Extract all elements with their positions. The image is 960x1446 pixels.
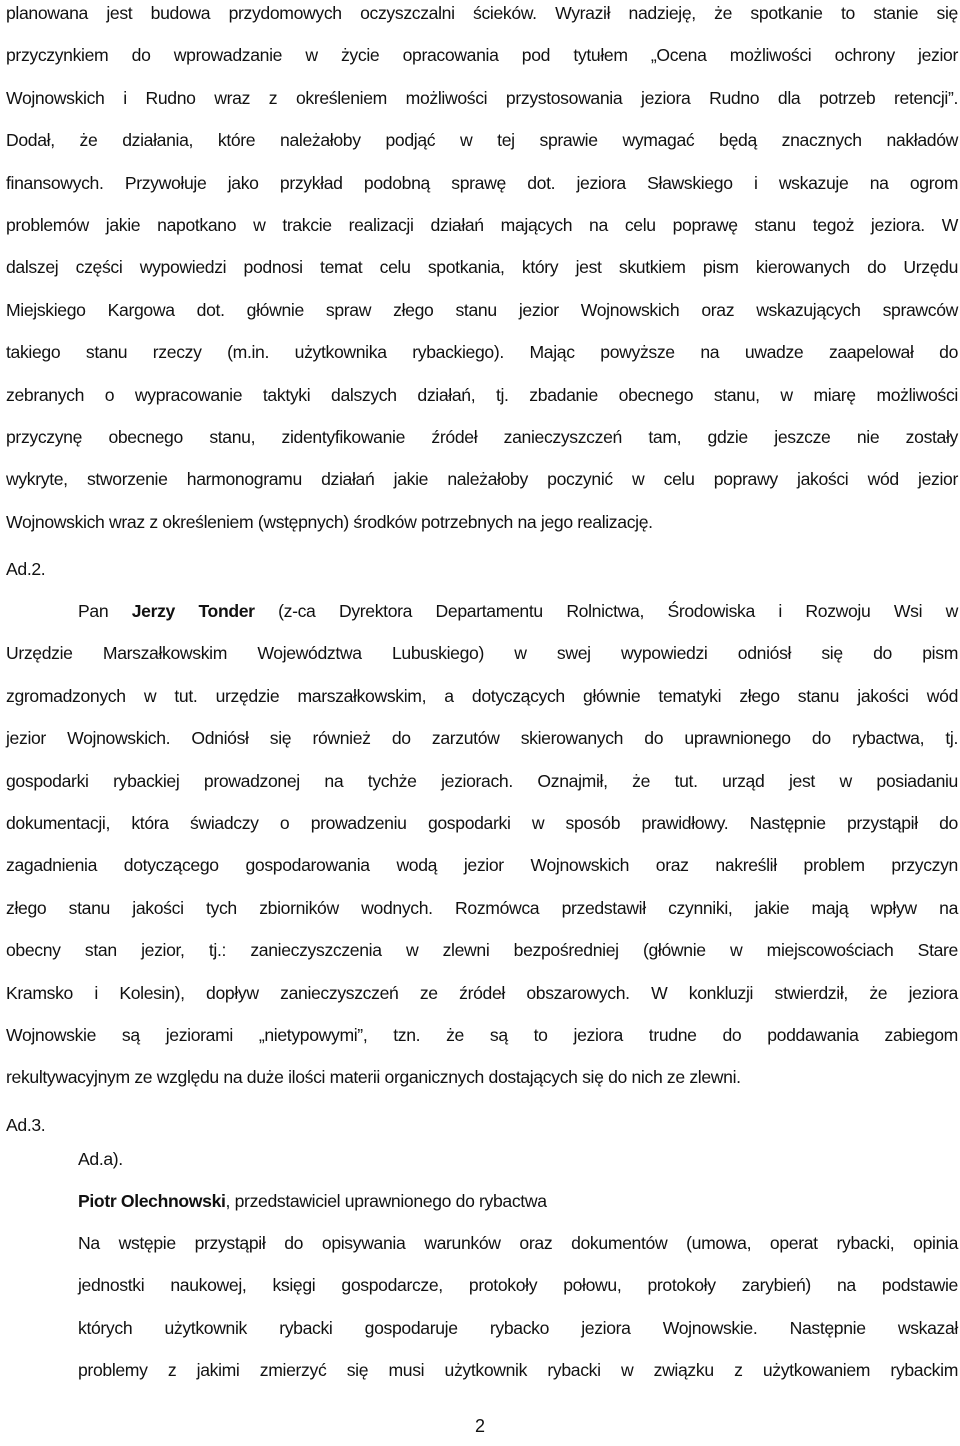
text-line: przyczynę obecnego stanu, zidentyfikowanie źródeł zanieczyszczeń tam, gdzie jeszcze nie zostały bbox=[6, 427, 958, 448]
text-line: dalszej części wypowiedzi podnosi temat celu spotkania, który jest skutkiem pism kierowanych do Urzędu bbox=[6, 257, 958, 278]
text-line: Wojnowskich i Rudno wraz z określeniem możliwości przystosowania jeziora Rudno dla potrzeb retencji”. bbox=[6, 87, 958, 108]
text-line: problemy z jakimi zmierzyć się musi użytkownik rybacki w związku z użytkowaniem rybackim bbox=[78, 1360, 958, 1381]
text-line: rekultywacyjnym ze względu na duże ilości materii organicznych dostających się do nich ze zlewni. bbox=[6, 1067, 741, 1088]
text-line: Na wstępie przystąpił do opisywania warunków oraz dokumentów (umowa, operat rybacki, opinia bbox=[78, 1233, 958, 1253]
text-line: Wojnowskich wraz z określeniem (wstępnych) środków potrzebnych na jego realizację. bbox=[6, 511, 653, 532]
text-line: Dodał, że działania, które należałoby podjąć w tej sprawie wymagać będą znacznych nakładów bbox=[6, 130, 958, 151]
speaker-line bbox=[78, 1180, 958, 1222]
text-line: jezior Wojnowskich. Odniósł się również do zarzutów skierowanych do uprawnionego do rybactwa, tj. bbox=[6, 728, 958, 749]
paragraph-ad1-continuation bbox=[6, 0, 958, 543]
speaker-name: Piotr Olechnowski bbox=[78, 1191, 226, 1211]
text-line: zebranych o wypracowanie taktyki dalszych działań, tj. zbadanie obecnego stanu, w miarę możliwości bbox=[6, 384, 958, 405]
text-line: Urzędzie Marszałkowskim Województwa Lubuskiego) w swej wypowiedzi odniósł się do pism bbox=[6, 643, 958, 664]
text-line: finansowych. Przywołuje jako przykład podobną sprawę dot. jeziora Sławskiego i wskazuje na ogrom bbox=[6, 172, 958, 193]
section-heading-ad3: Ad.3. bbox=[6, 1115, 46, 1135]
subsection-heading-ad3a: Ad.a). bbox=[78, 1149, 123, 1169]
text-line: zgromadzonych w tut. urzędzie marszałkowskim, a dotyczących głównie tematyki złego stanu jakości wód bbox=[6, 685, 958, 706]
text-line: Wojnowskie są jeziorami „nietypowymi”, tzn. że są to jeziora trudne do poddawania zabiegom bbox=[6, 1025, 958, 1046]
text-line: których użytkownik rybacki gospodaruje rybacko jeziora Wojnowskie. Następnie wskazał bbox=[78, 1317, 958, 1338]
text-line: zagadnienia dotyczącego gospodarowania wodą jezior Wojnowskich oraz nakreślił problem przyczyn bbox=[6, 855, 958, 876]
text-line: gospodarki rybackiej prowadzonej na tychże jeziorach. Oznajmił, że tut. urząd jest w posiadaniu bbox=[6, 770, 958, 791]
text-line: dokumentacji, która świadczy o prowadzeniu gospodarki w sposób prawidłowy. Następnie przystąpił do bbox=[6, 813, 958, 834]
text-line: jednostki naukowej, księgi gospodarcze, protokoły połowu, protokoły zarybień) na podstawie bbox=[78, 1275, 958, 1296]
text-line: złego stanu jakości tych zbiorników wodnych. Rozmówca przedstawił czynniki, jakie mają wpływ na bbox=[6, 897, 958, 918]
text-line: takiego stanu rzeczy (m.in. użytkownika rybackiego). Mając powyższe na uwadze zaapelował do bbox=[6, 342, 958, 363]
text-line bbox=[6, 590, 958, 632]
paragraph-ad2 bbox=[6, 590, 958, 1099]
speaker-name: Jerzy Tonder bbox=[131, 601, 255, 621]
text-fragment: Pan bbox=[78, 601, 132, 621]
text-line: obecny stan jezior, tj.: zanieczyszczenia w zlewni bezpośredniej (głównie w miejscowościach Stare bbox=[6, 940, 958, 961]
text-line: Kramsko i Kolesin), dopływ zanieczyszczeń ze źródeł obszarowych. W konkluzji stwierdził, że jeziora bbox=[6, 982, 958, 1003]
text-line: Miejskiego Kargowa dot. głównie spraw złego stanu jezior Wojnowskich oraz wskazujących sprawców bbox=[6, 299, 958, 320]
speaker-role: , przedstawiciel uprawnionego do rybactwa bbox=[225, 1191, 547, 1211]
text-line: planowana jest budowa przydomowych oczyszczalni ścieków. Wyraził nadzieję, że spotkanie to stanie się bbox=[6, 3, 958, 23]
text-line: przyczynkiem do wprowadzanie w życie opracowania pod tytułem „Ocena możliwości ochrony jezior bbox=[6, 45, 958, 66]
section-heading-ad2: Ad.2. bbox=[6, 559, 46, 579]
text-line: wykryte, stworzenie harmonogramu działań jakie należałoby poczynić w celu poprawy jakości wód jezior bbox=[6, 469, 958, 490]
paragraph-ad3a bbox=[78, 1222, 958, 1392]
text-line: problemów jakie napotkano w trakcie realizacji działań mających na celu poprawę stanu tegoż jeziora. W bbox=[6, 215, 958, 236]
text-fragment: (z-ca Dyrektora Departamentu Rolnictwa, Środowiska i Rozwoju Wsi w bbox=[254, 601, 958, 621]
page-number: 2 bbox=[474, 1416, 485, 1436]
